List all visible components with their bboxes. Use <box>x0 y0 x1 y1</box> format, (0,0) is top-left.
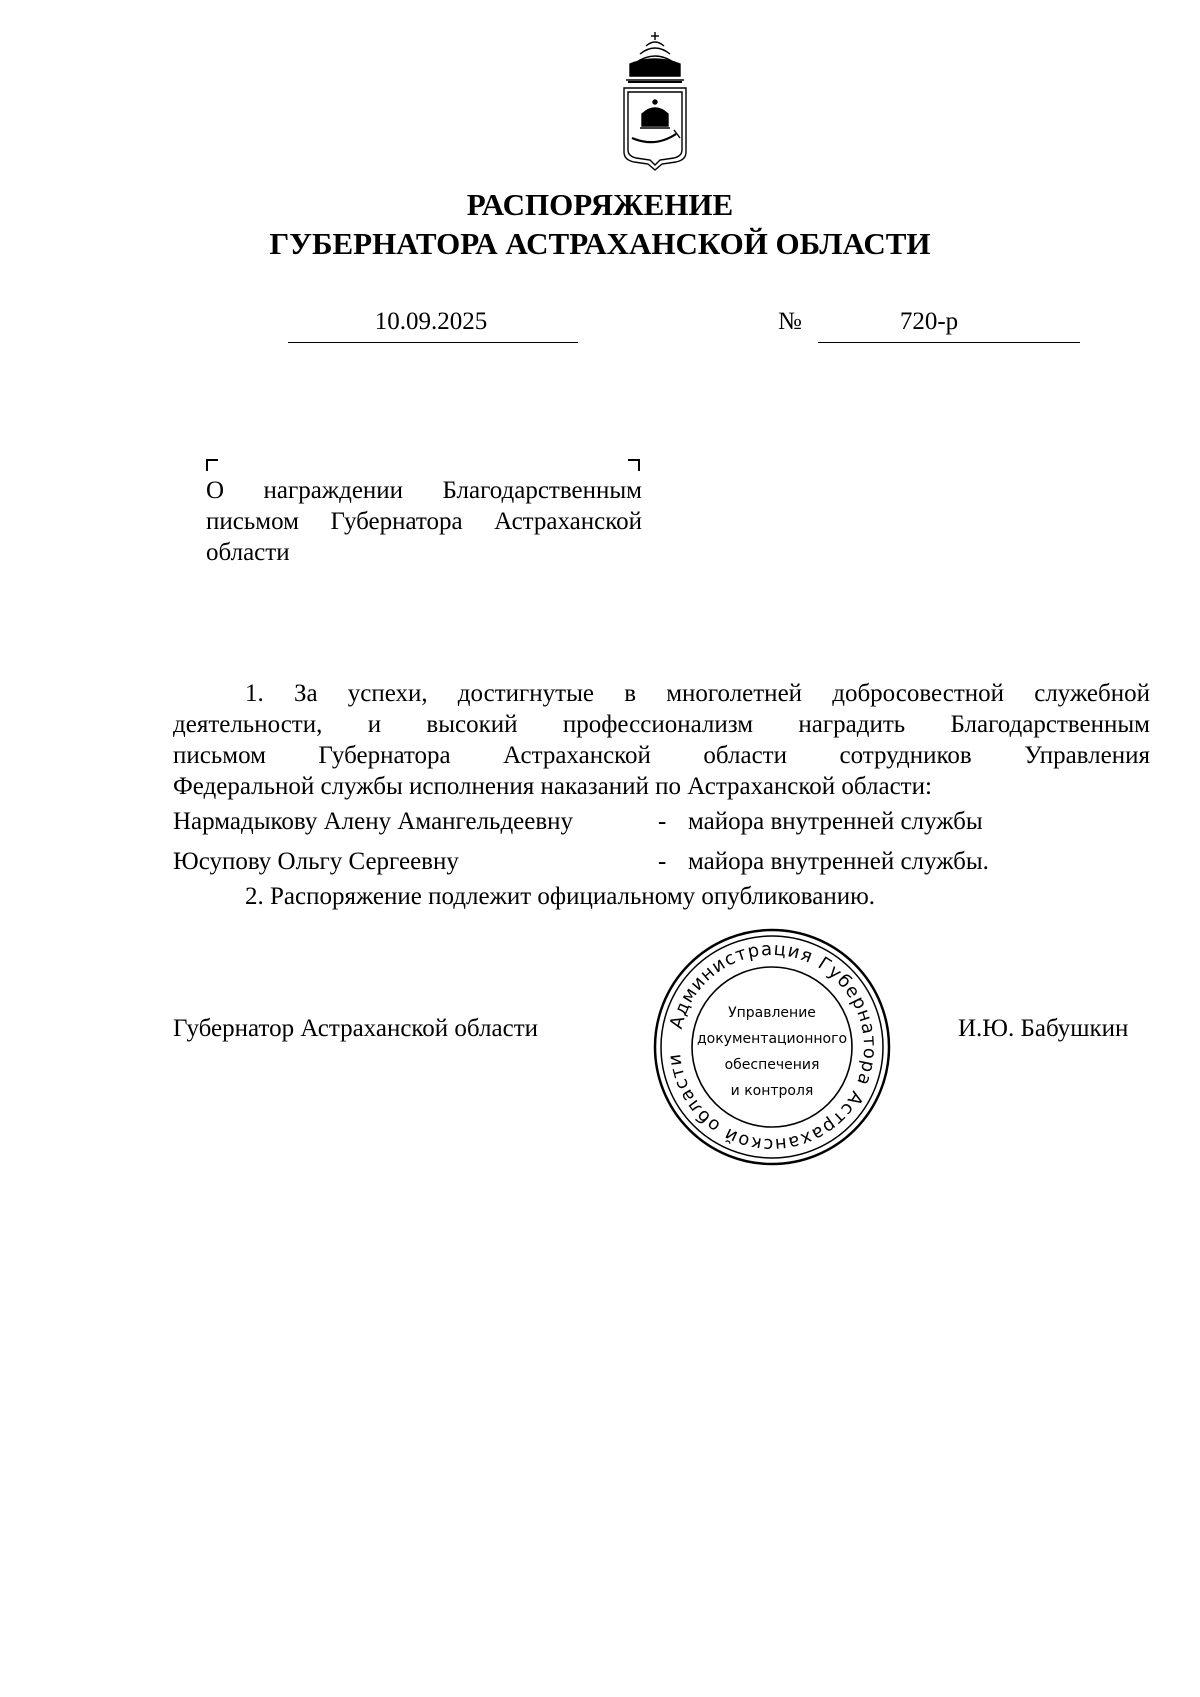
seal-ring-text: Администрация Губернатора Астраханской области <box>664 938 881 1156</box>
seal-center-line: и контроля <box>730 1083 814 1099</box>
awardee-rank: майора внутренней службы. <box>688 848 989 875</box>
awardee-dash: - <box>658 848 667 875</box>
subject-line: О награждении Благодарственным <box>206 477 642 504</box>
subject-corner-left <box>206 459 218 471</box>
awardee-dash: - <box>658 808 667 835</box>
coat-of-arms-emblem <box>618 30 692 172</box>
subject-corner-right <box>628 459 640 471</box>
subject-line: письмом Губернатора Астраханской <box>206 508 642 535</box>
paragraph-1 <box>173 678 1150 802</box>
document-subtitle: ГУБЕРНАТОРА АСТРАХАНСКОЙ ОБЛАСТИ <box>269 226 931 261</box>
official-seal-stamp <box>652 927 892 1167</box>
subject-line: области <box>206 539 290 566</box>
document-subject <box>206 475 642 568</box>
awardee-rank: майора внутренней службы <box>688 808 983 835</box>
paragraph-line: деятельности, и высокий профессионализм наградить Благодарственным <box>173 711 1150 738</box>
signatory-name: И.Ю. Бабушкин <box>958 1015 1129 1042</box>
paragraph-line: Федеральной службы исполнения наказаний по Астраханской области: <box>173 773 932 800</box>
document-date: 10.09.2025 <box>374 308 488 335</box>
seal-center-line: документационного <box>696 1031 848 1047</box>
number-underline <box>818 342 1080 343</box>
signatory-title: Губернатор Астраханской области <box>173 1015 539 1042</box>
paragraph-line: письмом Губернатора Астраханской области сотрудников Управления <box>173 742 1150 769</box>
date-underline <box>288 342 578 343</box>
document-title: РАСПОРЯЖЕНИЕ <box>466 187 734 222</box>
seal-center-line: Управление <box>728 1005 816 1021</box>
seal-center-line: обеспечения <box>724 1057 820 1073</box>
document-number: 720-р <box>899 308 959 335</box>
paragraph-2: 2. Распоряжение подлежит официальному опубликованию. <box>245 883 876 910</box>
paragraph-line: 1. За успехи, достигнутые в многолетней добросовестной служебной <box>245 680 1150 707</box>
awardee-name: Юсупову Ольгу Сергеевну <box>173 848 459 875</box>
number-sign: № <box>778 308 802 335</box>
awardee-name: Нармадыкову Алену Амангельдеевну <box>173 808 574 835</box>
